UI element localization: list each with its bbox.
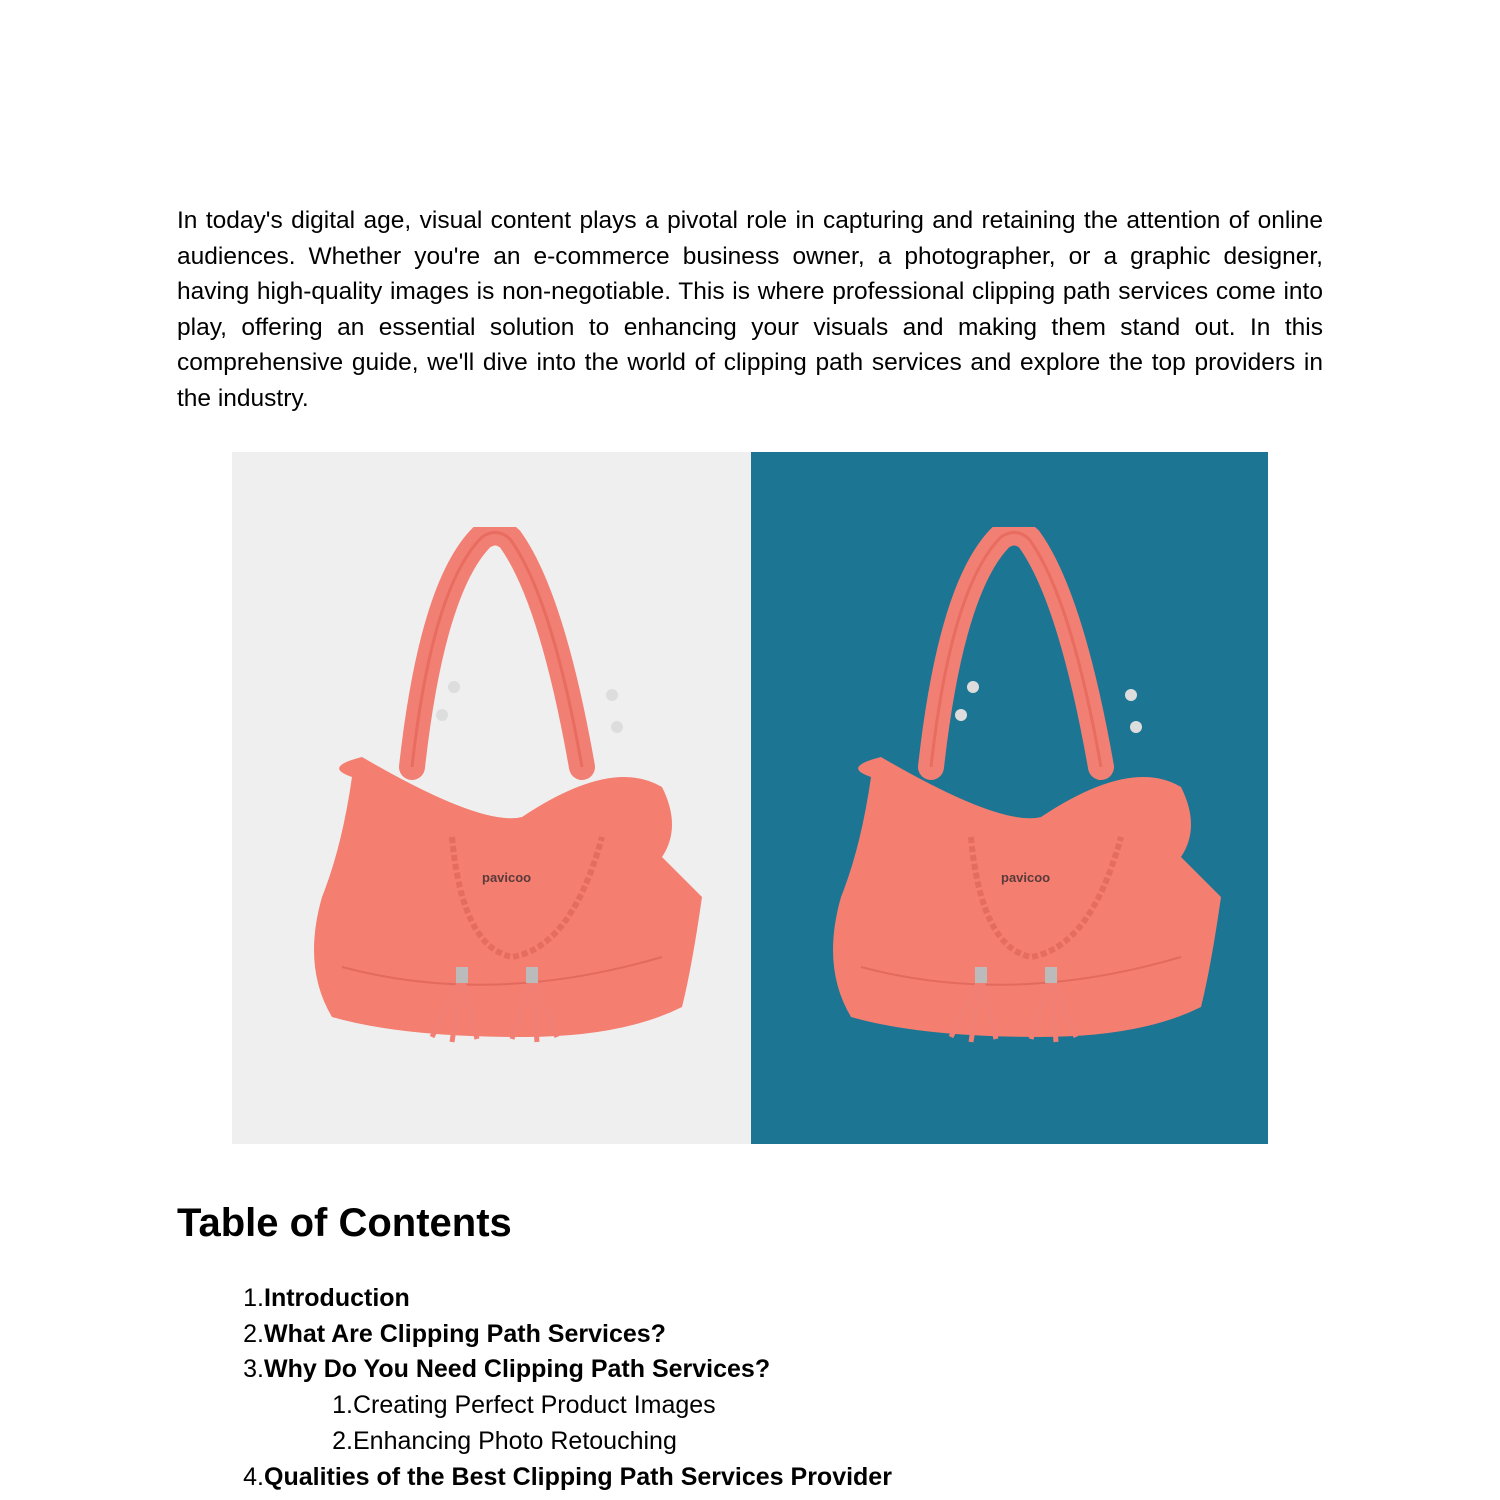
toc-item-label: Creating Perfect Product Images bbox=[353, 1391, 716, 1420]
before-after-figure bbox=[232, 452, 1268, 1144]
toc-item-label: Why Do You Need Clipping Path Services? bbox=[264, 1355, 771, 1384]
toc-item[interactable] bbox=[177, 1317, 1277, 1353]
toc-item-number: 4. bbox=[243, 1462, 264, 1491]
after-panel bbox=[751, 452, 1268, 1144]
toc-item-number: 3. bbox=[243, 1355, 264, 1384]
svg-text:pavicoo: pavicoo bbox=[482, 870, 532, 885]
toc-item[interactable] bbox=[177, 1281, 1277, 1317]
toc-item[interactable] bbox=[177, 1352, 1277, 1388]
toc-item-label: What Are Clipping Path Services? bbox=[264, 1319, 666, 1348]
toc-subitem[interactable] bbox=[177, 1424, 1277, 1460]
toc-heading: Table of Contents bbox=[177, 1201, 512, 1245]
toc-item-number: 2. bbox=[332, 1426, 353, 1455]
before-panel bbox=[232, 452, 751, 1144]
toc-item-label: Enhancing Photo Retouching bbox=[353, 1426, 677, 1455]
toc-item-label: Qualities of the Best Clipping Path Services Provider bbox=[264, 1462, 892, 1491]
toc-item[interactable] bbox=[177, 1460, 1277, 1496]
table-of-contents bbox=[177, 1281, 1277, 1495]
toc-subitem[interactable] bbox=[177, 1388, 1277, 1424]
toc-item-label: Introduction bbox=[264, 1284, 410, 1312]
toc-item-number: 2. bbox=[243, 1319, 264, 1348]
intro-paragraph: In today's digital age, visual content plays a pivotal role in capturing and retaining the attention of online audiences. Whether you're an e-commerce business owner, a photographer, or a graphic designer, having high-quality images is non-negotiable. This is where professional clipping path services come into play, offering an essential solution to enhancing your visuals and making them stand out. In this comprehensive guide, we'll dive into the world of clipping path services and explore the top providers in the industry. bbox=[177, 207, 1323, 412]
handbag-image-clipped bbox=[801, 527, 1221, 1047]
toc-item-number: 1. bbox=[332, 1391, 353, 1420]
svg-text:pavicoo: pavicoo bbox=[1001, 870, 1051, 885]
toc-item-number: 1. bbox=[243, 1284, 264, 1312]
handbag-image-original bbox=[282, 527, 702, 1047]
